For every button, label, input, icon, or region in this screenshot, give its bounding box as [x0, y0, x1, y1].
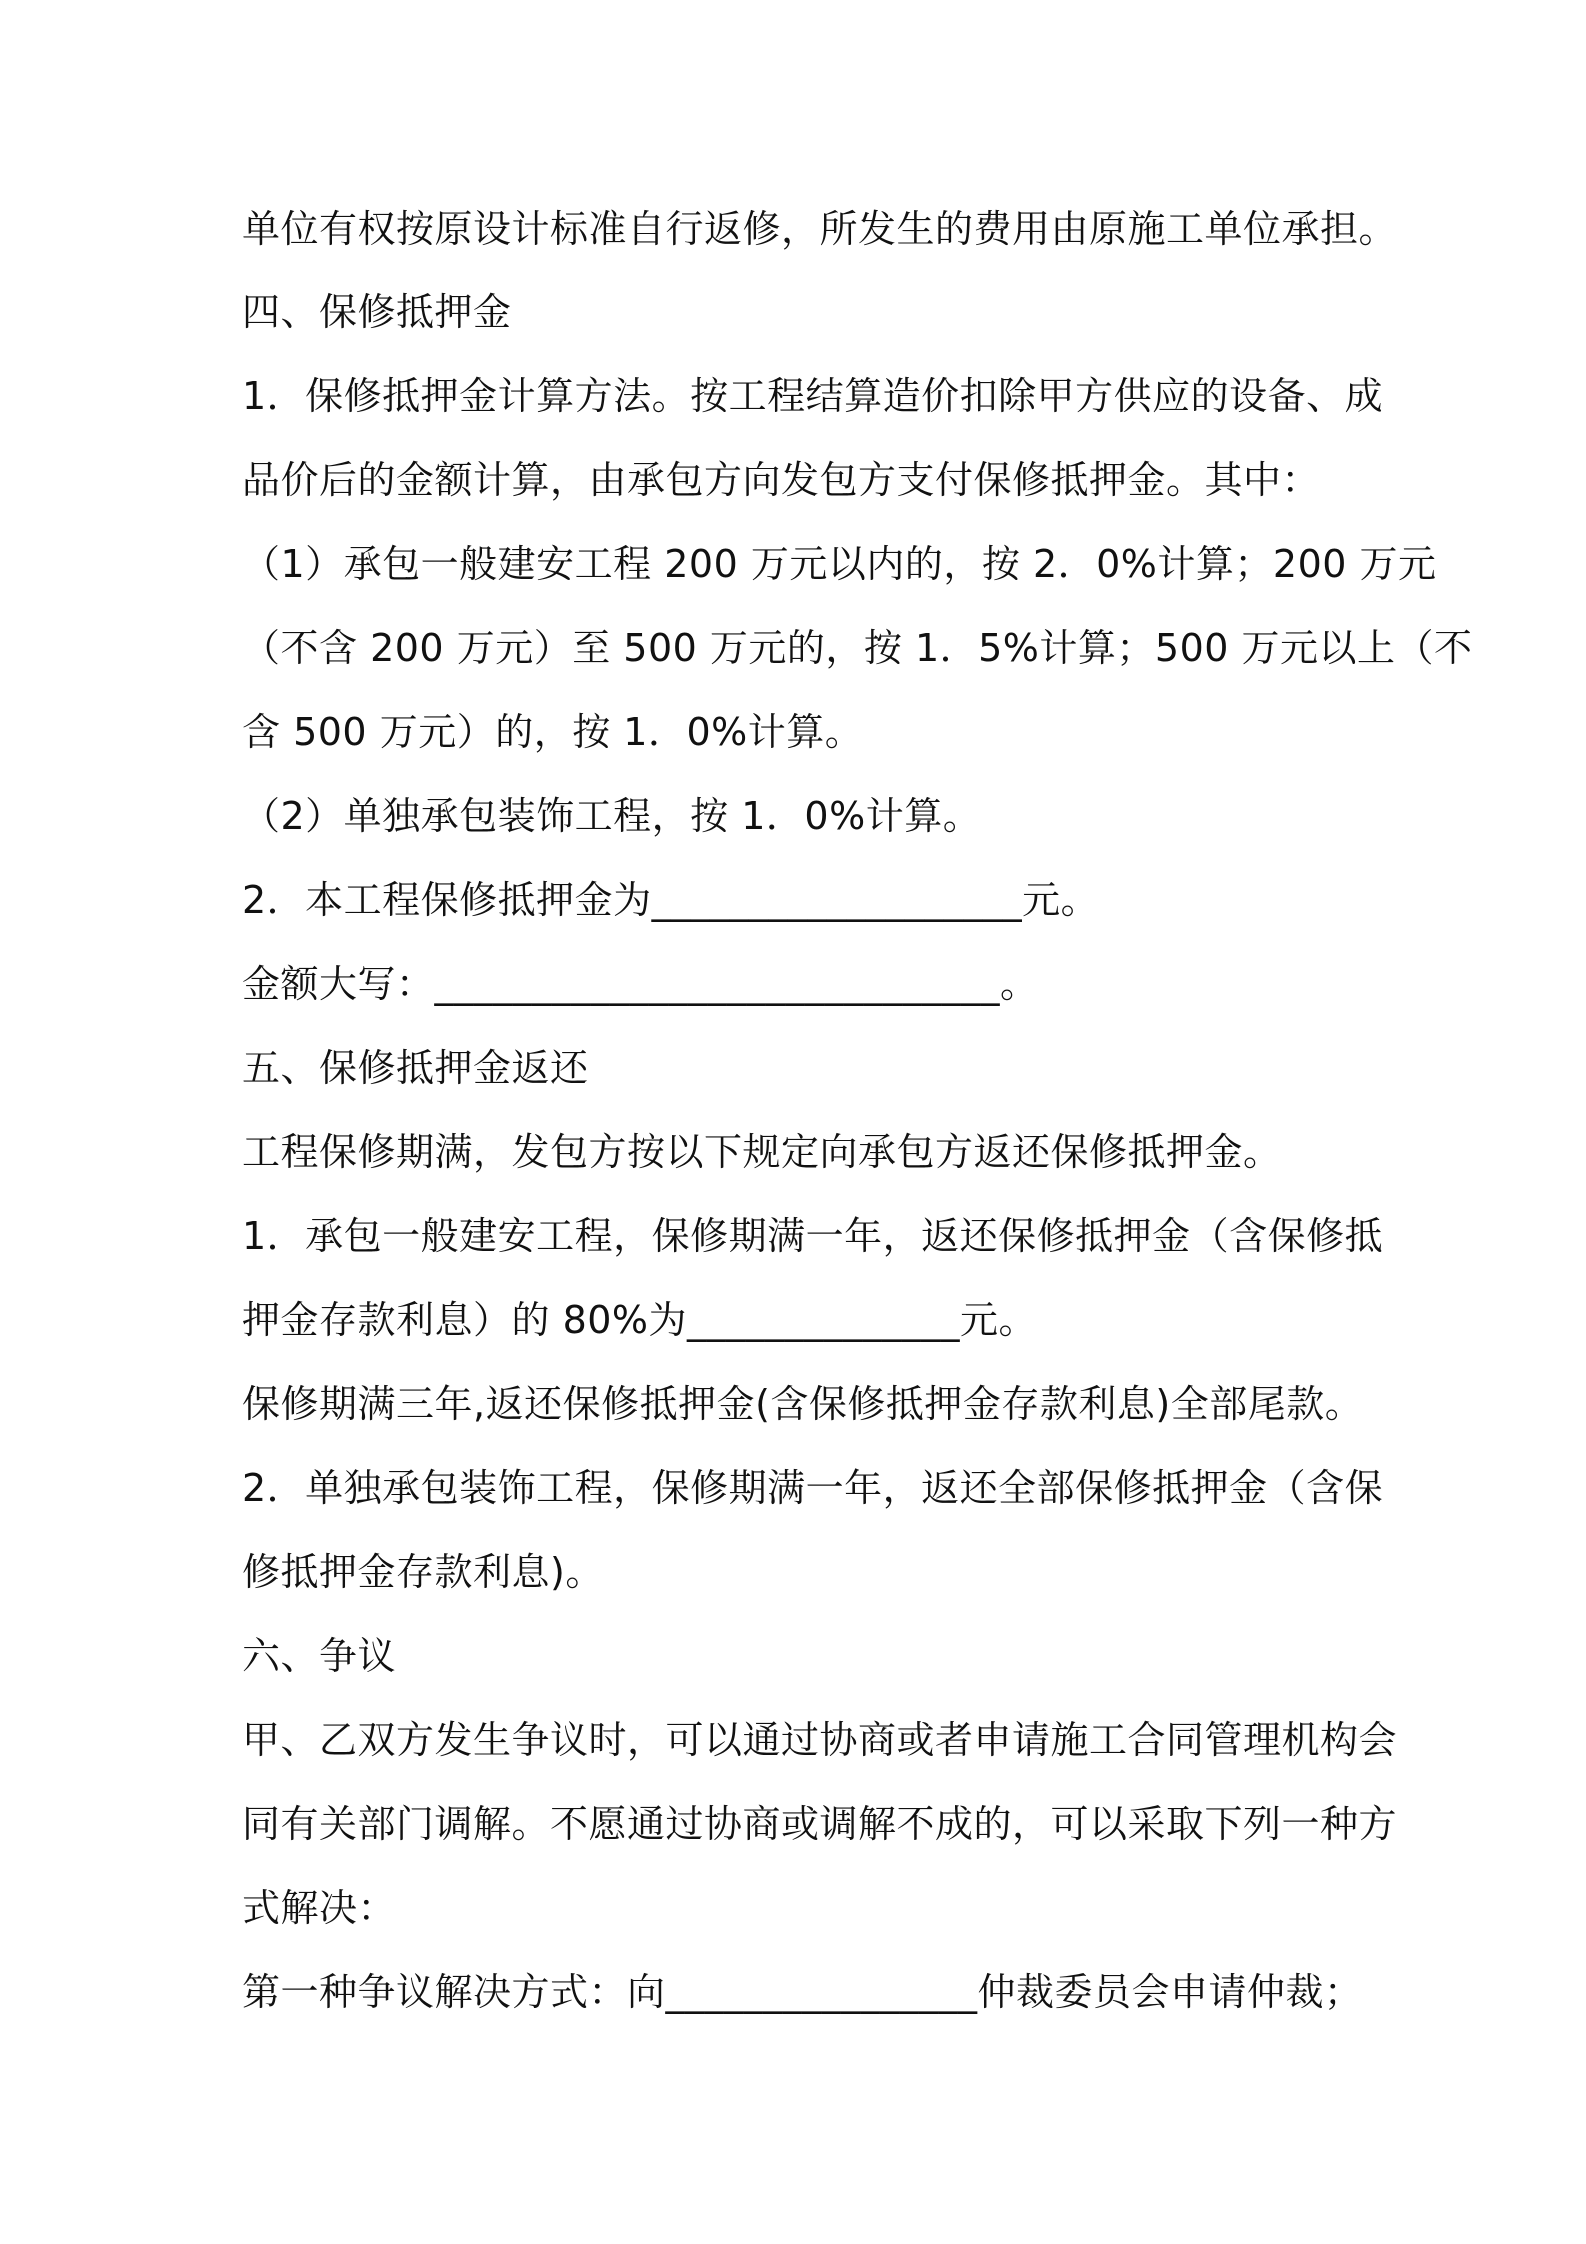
text-line-15: 保修期满三年,返还保修抵押金(含保修抵押金存款利息)全部尾款。 — [242, 1382, 1364, 1426]
text-line-5: （1）承包一般建安工程 200 万元以内的，按 2．0%计算；200 万元 — [242, 542, 1437, 586]
text-line-21: 式解决： — [242, 1886, 397, 1930]
text-line-16: 2．单独承包装饰工程，保修期满一年，返还全部保修抵押金（含保 — [242, 1466, 1384, 1510]
text-line-1: 单位有权按原设计标准自行返修，所发生的费用由原施工单位承担。 — [242, 207, 1398, 251]
text-line-10: 金额大写：_____________________________。 — [242, 962, 1039, 1006]
text-line-19: 甲、乙双方发生争议时，可以通过协商或者申请施工合同管理机构会 — [242, 1718, 1398, 1762]
section-heading-5: 五、保修抵押金返还 — [242, 1046, 589, 1090]
text-line-13: 1．承包一般建安工程，保修期满一年，返还保修抵押金（含保修抵 — [242, 1214, 1384, 1258]
text-line-22: 第一种争议解决方式：向________________仲裁委员会申请仲裁； — [242, 1970, 1363, 2014]
section-heading-4: 四、保修抵押金 — [242, 290, 512, 334]
text-line-8: （2）单独承包装饰工程，按 1．0%计算。 — [242, 794, 982, 838]
text-line-14: 押金存款利息）的 80%为______________元。 — [242, 1298, 1038, 1342]
text-line-6: （不含 200 万元）至 500 万元的，按 1．5%计算；500 万元以上（不 — [242, 626, 1473, 670]
text-line-3: 1．保修抵押金计算方法。按工程结算造价扣除甲方供应的设备、成 — [242, 374, 1384, 418]
text-line-17: 修抵押金存款利息)。 — [242, 1550, 604, 1594]
text-line-20: 同有关部门调解。不愿通过协商或调解不成的，可以采取下列一种方 — [242, 1802, 1398, 1846]
text-line-4: 品价后的金额计算，由承包方向发包方支付保修抵押金。其中： — [242, 458, 1321, 502]
text-line-9: 2．本工程保修抵押金为___________________元。 — [242, 878, 1100, 922]
text-line-12: 工程保修期满，发包方按以下规定向承包方返还保修抵押金。 — [242, 1130, 1282, 1174]
section-heading-6: 六、争议 — [242, 1634, 397, 1678]
text-line-7: 含 500 万元）的，按 1．0%计算。 — [242, 710, 864, 754]
